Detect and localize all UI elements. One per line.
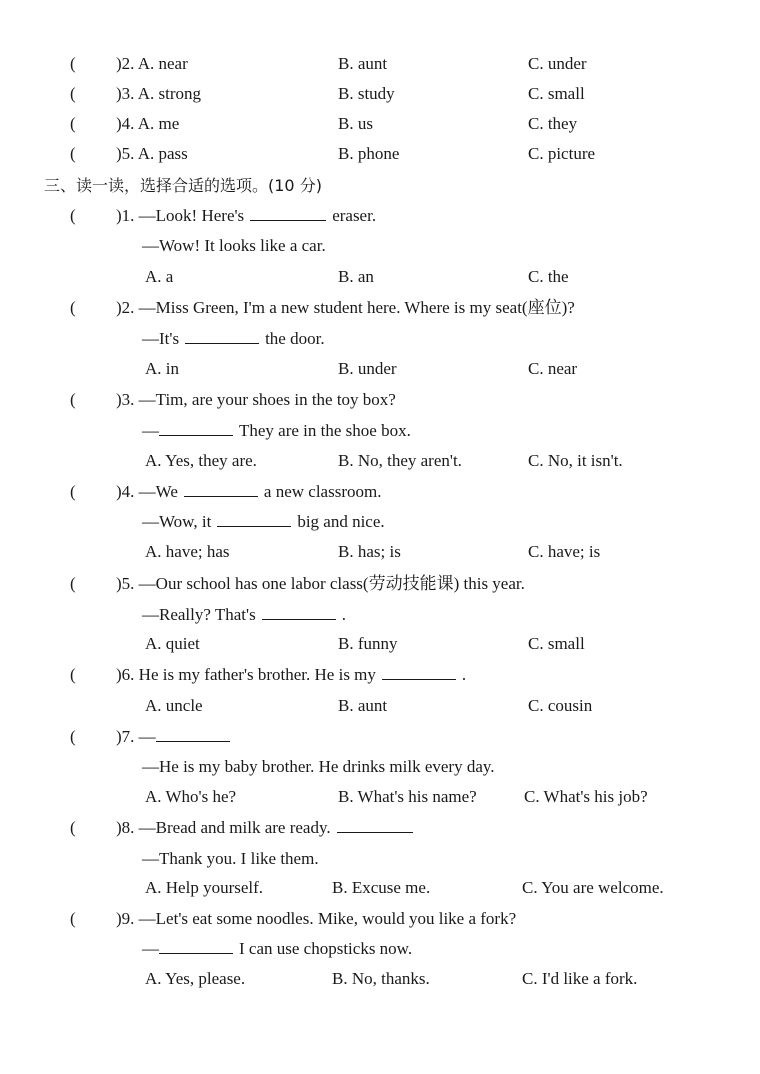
option-b: B. No, thanks. xyxy=(332,969,430,988)
response-part: big and nice. xyxy=(297,512,385,531)
question-1-line1 xyxy=(0,202,760,230)
question-number: )4. xyxy=(116,482,135,501)
answer-paren[interactable]: ( xyxy=(70,727,76,746)
item-b: B. aunt xyxy=(338,54,388,73)
response-text xyxy=(142,935,412,963)
answer-blank[interactable] xyxy=(159,419,233,436)
question-9-line1 xyxy=(0,905,760,933)
answer-paren[interactable]: ( xyxy=(70,298,76,317)
question-number: )6. xyxy=(116,665,135,684)
option-b: B. Excuse me. xyxy=(332,878,431,897)
response-text: —Thank you. I like them. xyxy=(142,849,319,868)
option-b: B. What's his name? xyxy=(338,787,477,806)
question-stem xyxy=(116,723,236,751)
option-b: B. funny xyxy=(338,634,398,653)
question-5-line1 xyxy=(0,570,760,598)
option-a: A. Help yourself. xyxy=(145,878,264,897)
answer-paren[interactable]: ( xyxy=(70,54,76,73)
stem-text: He is my father's brother. He is my xyxy=(138,665,376,684)
answer-paren[interactable]: ( xyxy=(70,665,76,684)
question-2-line1 xyxy=(0,294,760,322)
item-a: )4. A. me xyxy=(116,114,180,133)
question-3-line2 xyxy=(0,417,760,445)
stem-text: —Look! Here's xyxy=(138,206,245,225)
question-stem xyxy=(116,814,419,842)
option-a: A. Yes, they are. xyxy=(145,451,257,470)
item-c: C. small xyxy=(528,84,585,103)
stem-text: eraser. xyxy=(332,206,377,225)
response-part: —It's xyxy=(142,329,180,348)
response-part: —Really? That's xyxy=(142,605,256,624)
stem-text: —Bread and milk are ready. xyxy=(138,818,331,837)
question-1-line2 xyxy=(0,232,760,260)
item-a: )2. A. near xyxy=(116,54,188,73)
part2-item-2 xyxy=(0,50,760,78)
part2-item-4 xyxy=(0,110,760,138)
answer-paren[interactable]: ( xyxy=(70,144,76,163)
stem-text: —Our school has one labor class(劳动技能课) this year. xyxy=(138,574,525,593)
option-a: A. Yes, please. xyxy=(145,969,246,988)
option-a: A. in xyxy=(145,359,179,378)
question-stem xyxy=(116,386,396,414)
response-part: I can use chopsticks now. xyxy=(239,939,413,958)
response-text: —He is my baby brother. He drinks milk every day. xyxy=(142,757,495,776)
answer-blank[interactable] xyxy=(382,663,456,680)
question-1-options xyxy=(0,263,760,291)
part2-item-5 xyxy=(0,140,760,168)
response-text xyxy=(142,417,411,445)
option-a: A. a xyxy=(145,267,174,286)
option-c: C. No, it isn't. xyxy=(528,451,623,470)
option-c: C. near xyxy=(528,359,578,378)
item-a: )5. A. pass xyxy=(116,144,188,163)
answer-paren[interactable]: ( xyxy=(70,818,76,837)
question-stem xyxy=(116,661,466,689)
option-b: B. under xyxy=(338,359,397,378)
option-b: B. No, they aren't. xyxy=(338,451,462,470)
question-5-line2 xyxy=(0,601,760,629)
response-text: —Wow! It looks like a car. xyxy=(142,236,326,255)
response-part: — xyxy=(142,421,159,440)
option-a: A. Who's he? xyxy=(145,787,237,806)
response-part: — xyxy=(142,939,159,958)
item-b: B. phone xyxy=(338,144,400,163)
item-c: C. picture xyxy=(528,144,596,163)
question-8-options xyxy=(0,874,760,902)
question-8-line2 xyxy=(0,845,760,873)
question-stem xyxy=(116,570,525,598)
answer-blank[interactable] xyxy=(156,725,230,742)
option-b: B. an xyxy=(338,267,374,286)
question-number: )8. xyxy=(116,818,135,837)
response-text xyxy=(142,601,346,629)
item-b: B. study xyxy=(338,84,395,103)
item-a: )3. A. strong xyxy=(116,84,201,103)
option-a: A. quiet xyxy=(145,634,200,653)
answer-paren[interactable]: ( xyxy=(70,909,76,928)
response-part: They are in the shoe box. xyxy=(239,421,411,440)
question-8-line1 xyxy=(0,814,760,842)
option-a: A. have; has xyxy=(145,542,230,561)
stem-text: —Miss Green, I'm a new student here. Where is my seat(座位)? xyxy=(138,298,575,317)
stem-text: —Let's eat some noodles. Mike, would you like a fork? xyxy=(138,909,517,928)
question-stem xyxy=(116,478,381,506)
question-number: )5. xyxy=(116,574,135,593)
response-part: —Wow, it xyxy=(142,512,212,531)
answer-blank[interactable] xyxy=(185,327,259,344)
answer-paren[interactable]: ( xyxy=(70,390,76,409)
answer-paren[interactable]: ( xyxy=(70,114,76,133)
question-number: )9. xyxy=(116,909,135,928)
item-c: C. under xyxy=(528,54,587,73)
question-6-line1 xyxy=(0,661,760,689)
answer-paren[interactable]: ( xyxy=(70,482,76,501)
option-c: C. What's his job? xyxy=(524,787,648,806)
question-9-line2 xyxy=(0,935,760,963)
option-c: C. cousin xyxy=(528,696,593,715)
question-3-line1 xyxy=(0,386,760,414)
question-9-options xyxy=(0,965,760,993)
option-c: C. the xyxy=(528,267,569,286)
answer-paren[interactable]: ( xyxy=(70,574,76,593)
response-text xyxy=(142,325,325,353)
question-6-options xyxy=(0,692,760,720)
answer-paren[interactable]: ( xyxy=(70,206,76,225)
question-stem xyxy=(116,905,516,933)
option-b: B. has; is xyxy=(338,542,401,561)
item-b: B. us xyxy=(338,114,373,133)
answer-blank[interactable] xyxy=(250,204,326,221)
question-stem xyxy=(116,294,575,322)
question-number: )1. xyxy=(116,206,135,225)
stem-text: — xyxy=(138,727,156,746)
question-7-options xyxy=(0,783,760,811)
stem-text: —We xyxy=(138,482,178,501)
item-c: C. they xyxy=(528,114,578,133)
stem-text: . xyxy=(461,665,467,684)
answer-blank[interactable] xyxy=(184,480,258,497)
question-3-options xyxy=(0,447,760,475)
question-7-line1 xyxy=(0,723,760,751)
answer-paren[interactable]: ( xyxy=(70,84,76,103)
response-part: . xyxy=(341,605,346,624)
question-5-options xyxy=(0,630,760,658)
response-part: the door. xyxy=(265,329,325,348)
stem-text: a new classroom. xyxy=(263,482,382,501)
question-stem xyxy=(116,202,376,230)
option-c: C. have; is xyxy=(528,542,601,561)
section-heading: 三、读一读，选择合适的选项。(10 分) xyxy=(44,176,322,195)
question-2-options xyxy=(0,355,760,383)
part2-item-3 xyxy=(0,80,760,108)
question-4-line2 xyxy=(0,508,760,536)
option-c: C. You are welcome. xyxy=(522,878,664,897)
answer-blank[interactable] xyxy=(159,937,233,954)
stem-text: —Tim, are your shoes in the toy box? xyxy=(138,390,396,409)
option-b: B. aunt xyxy=(338,696,388,715)
question-number: )3. xyxy=(116,390,135,409)
option-c: C. I'd like a fork. xyxy=(522,969,638,988)
answer-blank[interactable] xyxy=(217,510,291,527)
question-number: )2. xyxy=(116,298,135,317)
answer-blank[interactable] xyxy=(337,816,413,833)
option-c: C. small xyxy=(528,634,585,653)
answer-blank[interactable] xyxy=(262,603,336,620)
option-a: A. uncle xyxy=(145,696,203,715)
question-number: )7. xyxy=(116,727,135,746)
question-4-options xyxy=(0,538,760,566)
question-4-line1 xyxy=(0,478,760,506)
response-text xyxy=(142,508,385,536)
question-2-line2 xyxy=(0,325,760,353)
question-7-line2 xyxy=(0,753,760,781)
